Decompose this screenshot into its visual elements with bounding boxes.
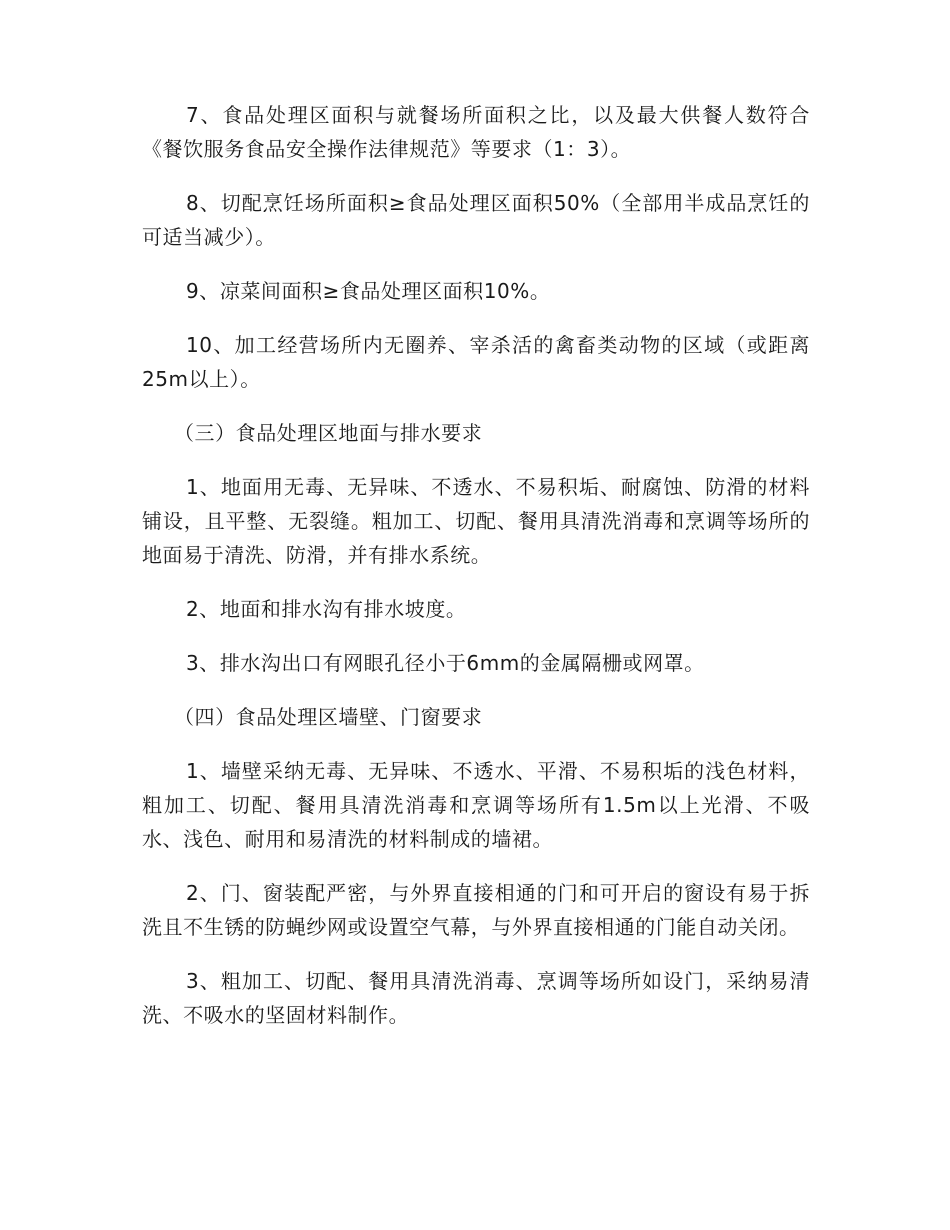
section-heading-floor-drainage: （三）食品处理区地面与排水要求 [174,421,483,445]
paragraph-floor-slope: 2、地面和排水沟有排水坡度。 [186,597,467,621]
paragraph-floor-material: 1、地面用无毒、无异味、不透水、不易积垢、耐腐蚀、防滑的材料铺设，且平整、无裂缝。粗加工、切配、餐用具清洗消毒和烹调等场所的地面易于清洗、防滑，并有排水系统。 [142,475,810,567]
paragraph-door-material: 3、粗加工、切配、餐用具清洗消毒、烹调等场所如设门，采纳易清洗、不吸水的坚固材料制作。 [142,969,810,1027]
paragraph-item-8: 8、切配烹饪场所面积≥食品处理区面积50%（全部用半成品烹饪的可适当减少）。 [142,191,810,249]
paragraph-wall-material: 1、墙壁采纳无毒、无异味、不透水、平滑、不易积垢的浅色材料，粗加工、切配、餐用具清洗消毒和烹调等场所有1.5m以上光滑、不吸水、浅色、耐用和易清洗的材料制成的墙裙。 [142,759,810,851]
section-heading-walls-doors: （四）食品处理区墙壁、门窗要求 [174,705,483,729]
paragraph-item-9: 9、凉菜间面积≥食品处理区面积10%。 [186,279,551,303]
paragraph-doors-windows: 2、门、窗装配严密，与外界直接相通的门和可开启的窗设有易于拆洗且不生锈的防蝇纱网或设置空气幕，与外界直接相通的门能自动关闭。 [142,881,810,939]
document-body [142,98,810,1052]
paragraph-item-10: 10、加工经营场所内无圈养、宰杀活的禽畜类动物的区域（或距离25m以上）。 [142,333,810,391]
paragraph-drain-grille: 3、排水沟出口有网眼孔径小于6mm的金属隔栅或网罩。 [186,651,705,675]
paragraph-item-7: 7、食品处理区面积与就餐场所面积之比，以及最大供餐人数符合《餐饮服务食品安全操作法律规范》等要求（1：3）。 [142,103,810,161]
